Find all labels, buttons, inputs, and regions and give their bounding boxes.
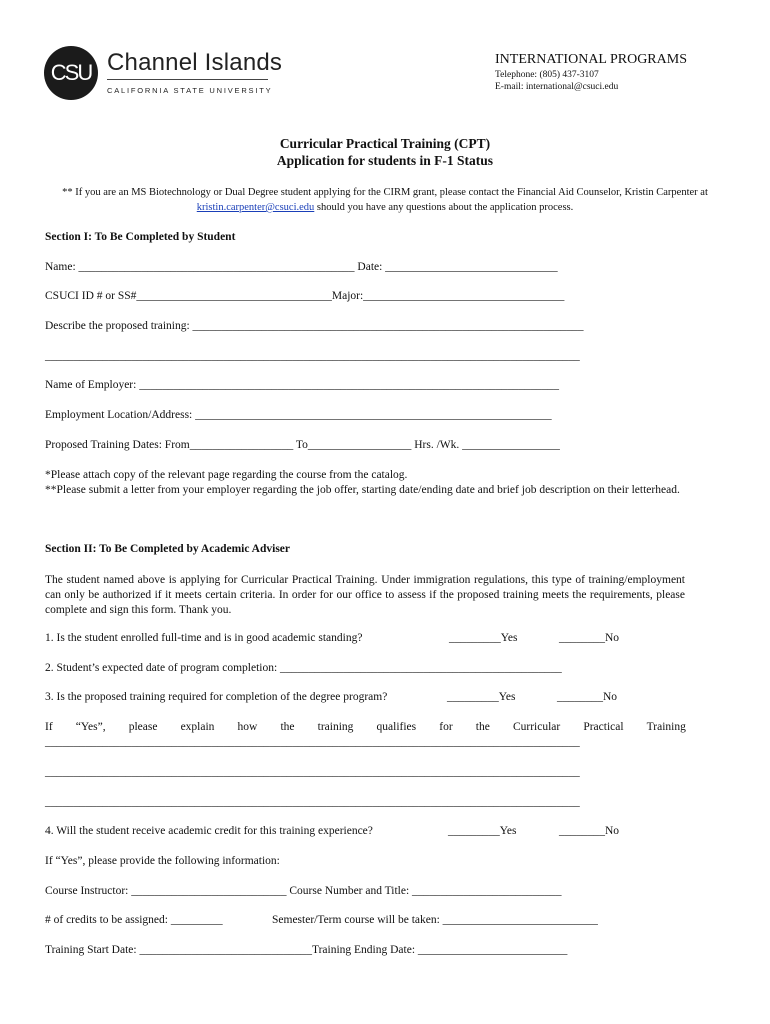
employment-location-field[interactable]: Employment Location/Address: ______________________________________________________________	[45, 409, 552, 421]
training-dates-field[interactable]: Proposed Training Dates: From__________________ To__________________ Hrs. /Wk. _________________	[45, 439, 560, 451]
question-4: 4. Will the student receive academic credit for this training experience?	[45, 825, 373, 837]
q1-yes-field[interactable]: _________Yes	[449, 632, 518, 644]
kristin-email-link[interactable]: kristin.carpenter@csuci.edu	[196, 202, 315, 213]
catalog-footnote: *Please attach copy of the relevant page regarding the course from the catalog.	[45, 469, 408, 481]
explain-line-3[interactable]: _____________________________________________________________________________________________	[45, 796, 580, 808]
section1-heading: Section I: To Be Completed by Student	[45, 231, 236, 243]
employer-name-field[interactable]: Name of Employer: _________________________________________________________________________	[45, 379, 559, 391]
adviser-intro: The student named above is applying for Curricular Practical Training. Under immigration regulations, this type of training/employment can only be authorized if it meets certain criteria. In order for our office to assess if the proposed training meets the requirements, please complete and sign this form. Thank you.	[45, 574, 685, 616]
explain-word: explain	[180, 721, 215, 733]
explain-word: the	[280, 721, 295, 733]
explain-word: the	[475, 721, 490, 733]
course-instructor-field[interactable]: Course Instructor: ___________________________ Course Number and Title: __________________________	[45, 885, 562, 897]
q1-no-field[interactable]: ________No	[559, 632, 620, 644]
training-start-end-field[interactable]: Training Start Date: ______________________________Training Ending Date: __________________________	[45, 944, 568, 956]
describe-training-field[interactable]: Describe the proposed training: ____________________________________________________________________	[45, 320, 584, 332]
explain-word: If	[45, 721, 53, 733]
question-3: 3. Is the proposed training required for completion of the degree program?	[45, 691, 388, 703]
q3-yes-field[interactable]: _________Yes	[447, 691, 516, 703]
describe-training-continuation[interactable]: _____________________________________________________________________________________________	[45, 350, 580, 362]
semester-term-field[interactable]: Semester/Term course will be taken: ___________________________	[272, 914, 598, 926]
cirm-note	[60, 185, 710, 215]
id-major-field[interactable]: CSUCI ID # or SS#__________________________________Major:___________________________________	[45, 290, 565, 302]
explain-word: please	[128, 721, 158, 733]
explain-word: Curricular	[512, 721, 561, 733]
explain-word: qualifies	[376, 721, 417, 733]
explain-word: “Yes”,	[75, 721, 106, 733]
q4-no-field[interactable]: ________No	[559, 825, 620, 837]
form-subtitle: Application for students in F-1 Status	[276, 153, 494, 168]
explain-word: training	[317, 721, 354, 733]
credits-field[interactable]: # of credits to be assigned: _________	[45, 914, 223, 926]
logo-divider	[107, 79, 268, 80]
explain-prompt	[45, 721, 686, 733]
name-date-field[interactable]: Name: ________________________________________________ Date: ______________________________	[45, 261, 558, 273]
office-title: INTERNATIONAL PROGRAMS	[495, 52, 687, 67]
office-telephone: Telephone: (805) 437-3107	[495, 70, 599, 80]
if-yes-prompt: If “Yes”, please provide the following information:	[45, 855, 280, 867]
question-1: 1. Is the student enrolled full-time and is in good academic standing?	[45, 632, 363, 644]
explain-line-2[interactable]: _____________________________________________________________________________________________	[45, 766, 580, 778]
explain-line-1[interactable]: _____________________________________________________________________________________________	[45, 736, 580, 748]
logo-name: Channel Islands	[107, 49, 283, 76]
section2-heading: Section II: To Be Completed by Academic Adviser	[45, 543, 291, 555]
explain-word: Training	[646, 721, 686, 733]
logo-subtitle: CALIFORNIA STATE UNIVERSITY	[107, 86, 273, 95]
explain-word: for	[439, 721, 453, 733]
q3-no-field[interactable]: ________No	[557, 691, 618, 703]
cirm-note-text: ** If you are an MS Biotechnology or Dual Degree student applying for the CIRM grant, please contact the Financial Aid Counselor, Kristin Carpenter at	[62, 187, 708, 198]
question-2-completion-date[interactable]: 2. Student’s expected date of program completion: _________________________________________________	[45, 662, 562, 674]
cirm-note-text-end: should you have any questions about the application process.	[314, 202, 574, 213]
q4-yes-field[interactable]: _________Yes	[448, 825, 517, 837]
form-title: Curricular Practical Training (CPT)	[279, 136, 491, 151]
csu-logo-mark: CSU	[44, 46, 98, 100]
explain-word: Practical	[583, 721, 624, 733]
office-email: E-mail: international@csuci.edu	[495, 82, 619, 92]
employer-letter-footnote: **Please submit a letter from your employer regarding the job offer, starting date/ending date and brief job description on their letterhead.	[45, 484, 680, 496]
explain-word: how	[237, 721, 258, 733]
